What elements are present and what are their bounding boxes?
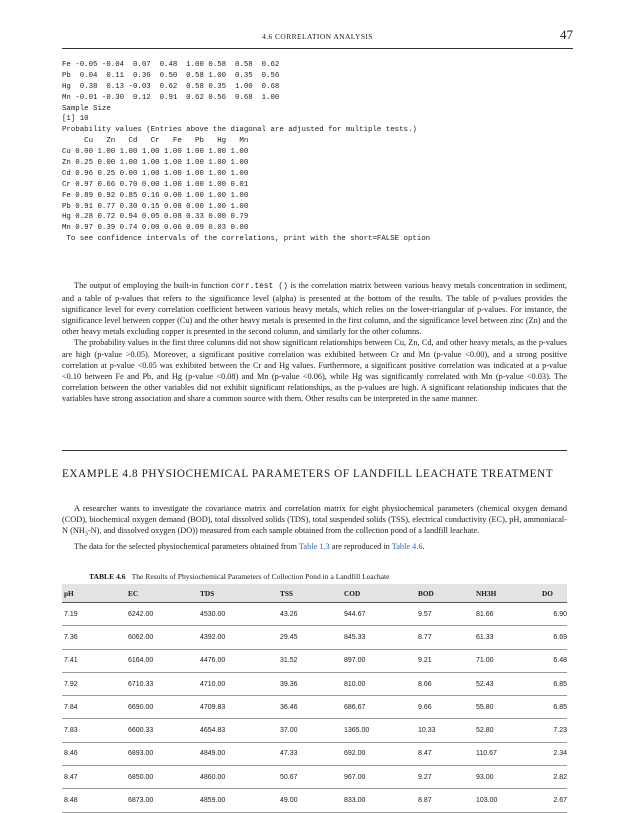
table-cell: 6242.00 — [128, 603, 200, 626]
table-row — [62, 626, 567, 649]
table-cell: 6600.33 — [128, 719, 200, 742]
column-header-ec: EC — [128, 584, 200, 603]
table-row — [62, 742, 567, 765]
table-cell: 944.67 — [344, 603, 418, 626]
example-heading: EXAMPLE 4.8 PHYSIOCHEMICAL PARAMETERS OF LANDFILL LEACHATE TREATMENT — [62, 468, 554, 480]
column-header-tss: TSS — [280, 584, 344, 603]
table-row — [62, 766, 567, 789]
code-line: To see confidence intervals of the correlations, print with the short=FALSE option — [62, 235, 431, 244]
table-row — [62, 672, 567, 695]
table-cell: 6.69 — [542, 626, 567, 649]
table-cell: 2.34 — [542, 742, 567, 765]
table-cell: 4849.00 — [200, 742, 280, 765]
table-cell: 36.46 — [280, 696, 344, 719]
section-divider — [62, 450, 567, 451]
table-cell: 7.19 — [62, 603, 128, 626]
table-cell: 52.80 — [476, 719, 542, 742]
code-line: [1] 10 — [62, 115, 89, 124]
paragraph-1-rest: is the correlation matrix between various heavy metals concentration in sediment, and a table of p-values that refers to the significance level (alpha) is presented at the bottom of the results. The table of p-values provides the significance level for every correlation coefficient between various heavy metals, which relies on the lower-triangular of p-values. For instance, the significance level between copper (Cu) and the other heavy metals is presented in the first column, and the significance level between zinc (Zn) and the other heavy metals excluding copper is presented in the second column, and similarly for the other columns. — [62, 281, 568, 337]
table-cell: 61.33 — [476, 626, 542, 649]
code-line: Cd 0.96 0.25 0.00 1.00 1.00 1.00 1.00 1.00 — [62, 169, 249, 178]
table-cell: 7.92 — [62, 672, 128, 695]
example-paragraph-1 — [62, 503, 567, 541]
table-cell: 6062.00 — [128, 626, 200, 649]
table-cell: 49.00 — [280, 789, 344, 812]
table-cell: 4860.00 — [200, 766, 280, 789]
table-cell: 8.48 — [62, 789, 128, 812]
table-cell: 7.23 — [542, 719, 567, 742]
table-cell: 7.36 — [62, 626, 128, 649]
table-cell: 6.48 — [542, 649, 567, 672]
table-cell: 4392.00 — [200, 626, 280, 649]
table-row — [62, 696, 567, 719]
code-line: Hg 0.28 0.72 0.94 0.05 0.08 0.33 0.00 0.79 — [62, 213, 249, 222]
table-cell: 2.82 — [542, 766, 567, 789]
table-4-6-link[interactable]: Table 4.6 — [391, 541, 423, 551]
column-header-cod: COD — [344, 584, 418, 603]
table-cell: 103.00 — [476, 789, 542, 812]
table-cell: 897.00 — [344, 649, 418, 672]
example-paragraph-1-start: A researcher wants to investigate the covariance matrix and correlation matrix for eight physiochemical parameters (chemical oxygen demand (COD), biochemical oxygen demand (BOD), total dissolved solids (TDS), total suspended solids (TSS), electrical conductivity (EC), pH, ammoniacal-N (NH — [62, 504, 567, 536]
table-cell: 47.33 — [280, 742, 344, 765]
table-cell: 845.33 — [344, 626, 418, 649]
table-cell: 686.67 — [344, 696, 418, 719]
table-caption — [89, 572, 389, 581]
table-cell: 1365.00 — [344, 719, 418, 742]
example-paragraph-1-end: -N), and dissolved oxygen (DO)) measured from each sample obtained from the collection pond of a landfill leachate. — [87, 526, 480, 536]
code-line: Cu 0.00 1.00 1.00 1.00 1.00 1.00 1.00 1.00 — [62, 148, 249, 157]
example-paragraph-2-start: The data for the selected physiochemical parameters obtained from — [74, 541, 299, 551]
column-header-bod: BOD — [418, 584, 476, 603]
table-cell: 6873.00 — [128, 789, 200, 812]
table-cell: 8.47 — [62, 766, 128, 789]
example-paragraph-2-end: . — [422, 541, 425, 551]
table-cell: 39.36 — [280, 672, 344, 695]
table-cell: 29.45 — [280, 626, 344, 649]
page-number: 47 — [560, 27, 573, 42]
table-cell: 7.84 — [62, 696, 128, 719]
table-cell: 8.77 — [418, 626, 476, 649]
table-1-3-link[interactable]: Table 1.3 — [298, 541, 330, 551]
table-cell: 71.00 — [476, 649, 542, 672]
table-cell: 9.27 — [418, 766, 476, 789]
table-cell: 9.21 — [418, 649, 476, 672]
inline-code-corr-test: corr.test () — [231, 283, 288, 291]
paragraph-1-start: The output of employing the built-in function — [74, 281, 232, 290]
table-cell: 6690.00 — [128, 696, 200, 719]
discussion-text — [62, 280, 567, 404]
nh3-subscript: 3 — [84, 531, 88, 538]
paragraph-2: The probability values in the first three columns did not show significant relationships between Cu, Zn, Cd, and other heavy metals, as the p-values are high (p-value >0.05). Moreover, a significant positive correlation was exhibited between Cr and Mn (p-value <0.00), and a strong positive correlation at p-value <0.05 was exhibited between the Cr and Hg values. Furthermore, a significant positive correlation was indicated at a p-value <0.10 between Fe and Pb, and Hg (p-value <0.08) and Mn (p-value <0.06), while Hg was significantly correlated with Mn (p-value <0.03). The correlation between the other variables did not exhibit significant relationships, as the p-values are high. A significant relationship indicates that the variables have strong association and share a common source with them. Other results can be interpreted in the same manner. — [62, 338, 567, 403]
table-cell: 4710.00 — [200, 672, 280, 695]
paragraph-1 — [62, 280, 567, 337]
table-cell: 81.66 — [476, 603, 542, 626]
example-paragraph-2-mid: are reproduced in — [329, 541, 392, 551]
table-cell: 8.66 — [418, 672, 476, 695]
code-line: Pb 0.91 0.77 0.30 0.15 0.08 0.00 1.00 1.00 — [62, 202, 249, 211]
code-line: Zn 0.25 0.00 1.00 1.00 1.00 1.00 1.00 1.00 — [62, 159, 249, 168]
table-cell: 43.26 — [280, 603, 344, 626]
table-row — [62, 649, 567, 672]
code-line: Mn -0.01 -0.30 0.12 0.91 0.62 0.56 0.68 1.00 — [62, 93, 280, 102]
table-cell: 4476.00 — [200, 649, 280, 672]
table-cell: 10.33 — [418, 719, 476, 742]
running-header — [62, 28, 573, 49]
table-cell: 8.47 — [418, 742, 476, 765]
example-text — [62, 503, 567, 552]
code-line: Pb 0.04 0.11 0.36 0.50 0.58 1.00 0.35 0.56 — [62, 71, 280, 80]
table-body — [62, 603, 567, 813]
table-cell: 692.00 — [344, 742, 418, 765]
table-cell: 6.90 — [542, 603, 567, 626]
column-header-do: DO — [542, 584, 567, 603]
table-cell: 110.67 — [476, 742, 542, 765]
code-line: Sample Size — [62, 104, 111, 113]
table-cell: 7.41 — [62, 649, 128, 672]
code-line: Fe 0.89 0.92 0.85 0.16 0.00 1.00 1.00 1.00 — [62, 191, 249, 200]
running-title: 4.6 CORRELATION ANALYSIS — [262, 32, 373, 41]
table-cell: 2.67 — [542, 789, 567, 812]
column-header-ph: pH — [62, 584, 128, 603]
table-cell: 4530.00 — [200, 603, 280, 626]
code-line: Cr 0.97 0.66 0.70 0.00 1.00 1.00 1.00 0.01 — [62, 180, 249, 189]
column-header-tds: TDS — [200, 584, 280, 603]
code-line: Fe -0.05 -0.04 0.07 0.48 1.00 0.58 0.58 0.62 — [62, 61, 280, 69]
code-line: Mn 0.97 0.39 0.74 0.00 0.06 0.09 0.03 0.00 — [62, 224, 249, 233]
table-cell: 93.00 — [476, 766, 542, 789]
table-cell: 7.83 — [62, 719, 128, 742]
table-cell: 4859.00 — [200, 789, 280, 812]
column-header-nh3h: NH3H — [476, 584, 542, 603]
table-cell: 6893.00 — [128, 742, 200, 765]
table-cell: 52.43 — [476, 672, 542, 695]
code-line: Hg 0.38 0.13 -0.03 0.62 0.58 0.35 1.00 0.68 — [62, 82, 280, 91]
table-cell: 6.85 — [542, 696, 567, 719]
table-cell: 833.00 — [344, 789, 418, 812]
table-cell: 6.85 — [542, 672, 567, 695]
table-row — [62, 789, 567, 812]
table-cell: 6710.33 — [128, 672, 200, 695]
code-line: Cu Zn Cd Cr Fe Pb Hg Mn — [62, 137, 249, 146]
table-caption-text: The Results of Physiochemical Parameters of Collection Pond in a Landfill Leachate — [131, 572, 390, 581]
table-cell: 9.66 — [418, 696, 476, 719]
table-cell: 6164.00 — [128, 649, 200, 672]
table-cell: 4709.83 — [200, 696, 280, 719]
table-header-row — [62, 584, 567, 603]
table-cell: 31.52 — [280, 649, 344, 672]
example-paragraph-2 — [62, 541, 567, 552]
table-cell: 810.00 — [344, 672, 418, 695]
table-cell: 8.87 — [418, 789, 476, 812]
table-cell: 6850.00 — [128, 766, 200, 789]
table-cell: 967.00 — [344, 766, 418, 789]
table-cell: 4654.83 — [200, 719, 280, 742]
table-row — [62, 603, 567, 626]
code-line: Probability values (Entries above the diagonal are adjusted for multiple tests.) — [62, 126, 417, 135]
table-row — [62, 719, 567, 742]
table-cell: 55.80 — [476, 696, 542, 719]
table-cell: 50.67 — [280, 766, 344, 789]
r-output-block — [62, 60, 582, 245]
leachate-data-table — [62, 584, 567, 813]
table-cell: 9.57 — [418, 603, 476, 626]
table-cell: 8.46 — [62, 742, 128, 765]
table-label: TABLE 4.6 — [89, 572, 126, 581]
table-cell: 37.00 — [280, 719, 344, 742]
